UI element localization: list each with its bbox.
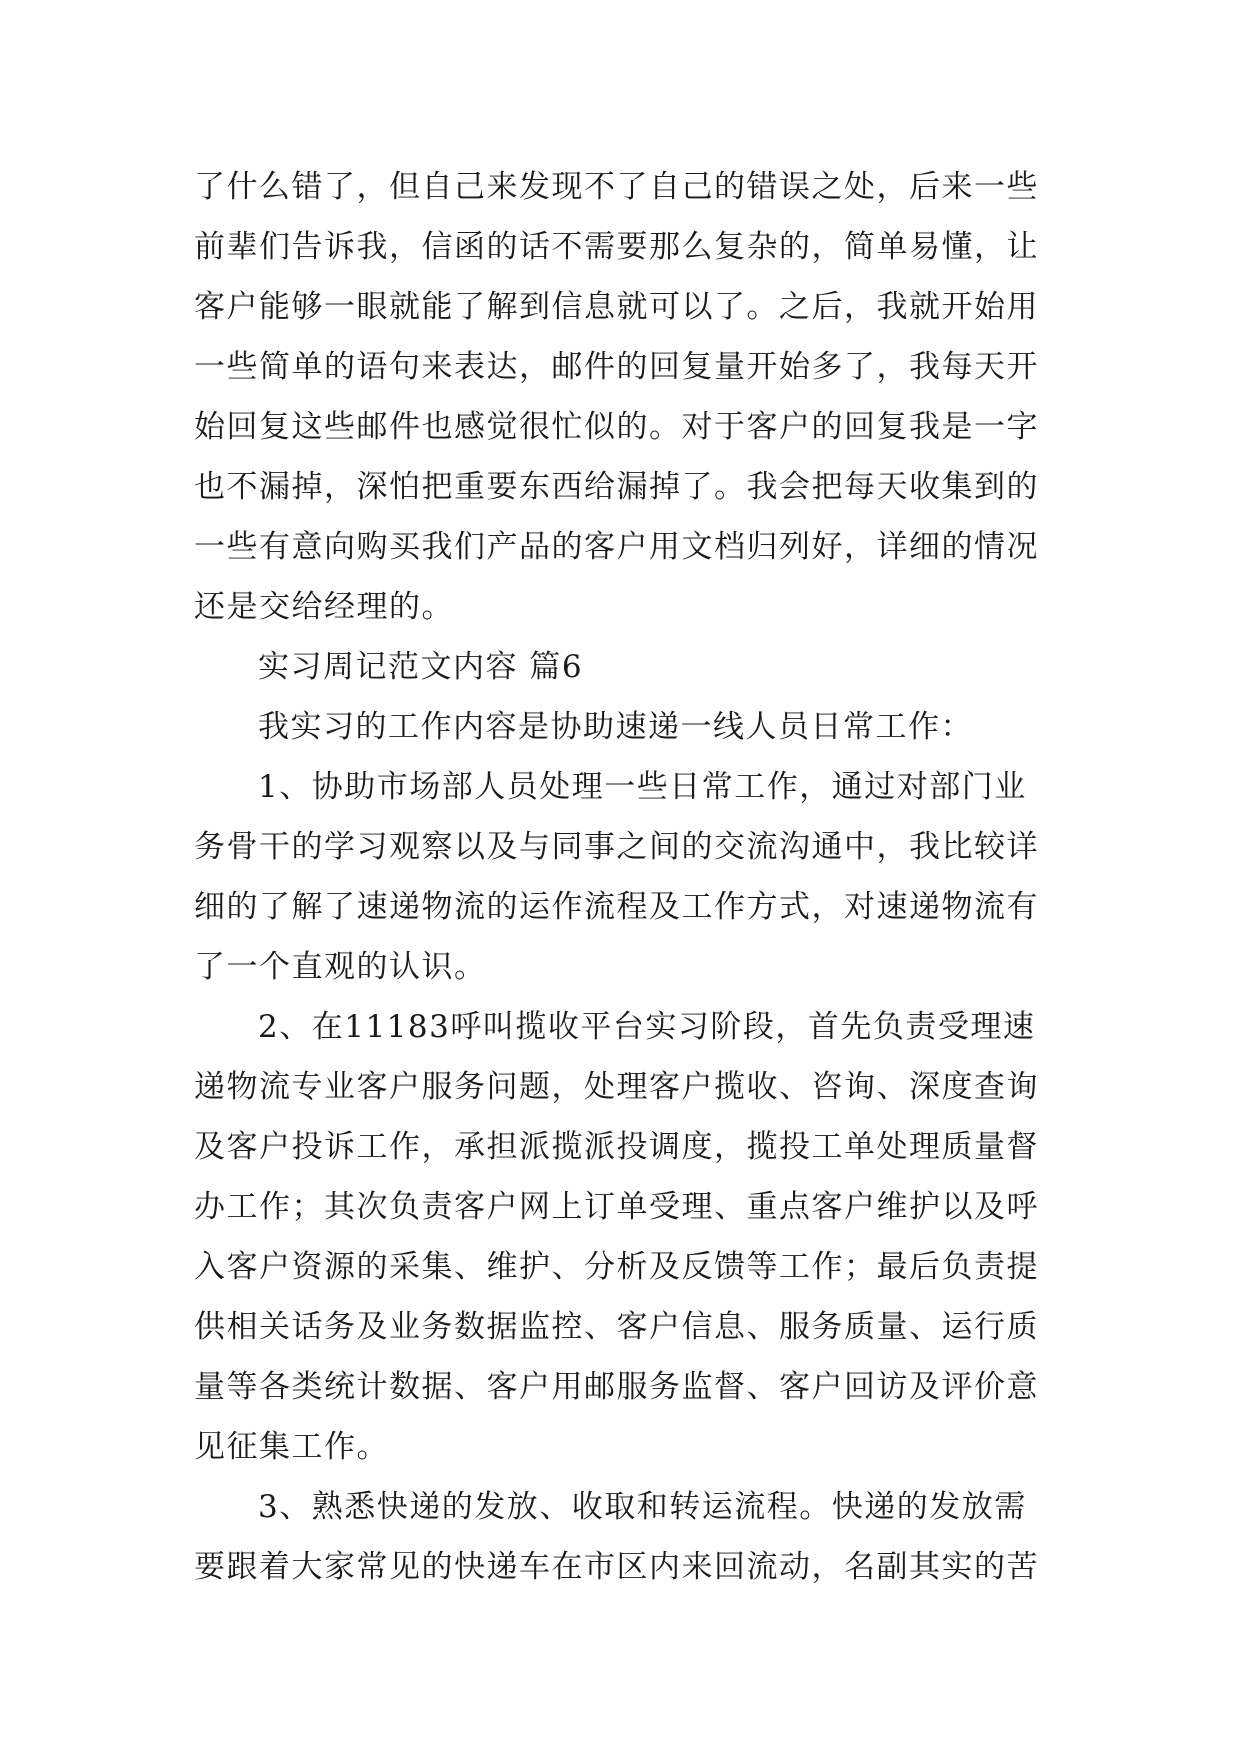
paragraph-line: 了什么错了，但自己来发现不了自己的错误之处，后来一些	[194, 169, 1039, 205]
paragraph-line: 递物流专业客户服务问题，处理客户揽收、咨询、深度查询	[194, 1069, 1039, 1105]
paragraph-line: 我实习的工作内容是协助速递一线人员日常工作：	[258, 709, 973, 745]
paragraph-line: 要跟着大家常见的快递车在市区内来回流动，名副其实的苦	[194, 1549, 1039, 1585]
paragraph-line: 一些简单的语句来表达，邮件的回复量开始多了，我每天开	[194, 349, 1039, 385]
paragraph-line: 见征集工作。	[194, 1429, 389, 1465]
paragraph-line: 及客户投诉工作，承担派揽派投调度，揽投工单处理质量督	[194, 1129, 1039, 1165]
paragraph-line: 前辈们告诉我，信函的话不需要那么复杂的，简单易懂，让	[194, 229, 1039, 265]
paragraph-line: 供相关话务及业务数据监控、客户信息、服务质量、运行质	[194, 1309, 1039, 1345]
paragraph-line: 细的了解了速递物流的运作流程及工作方式，对速递物流有	[194, 889, 1039, 925]
paragraph-line: 了一个直观的认识。	[194, 949, 487, 985]
paragraph-line: 客户能够一眼就能了解到信息就可以了。之后，我就开始用	[194, 289, 1039, 325]
paragraph-line: 1、协助市场部人员处理一些日常工作，通过对部门业	[258, 769, 1027, 805]
paragraph-line: 务骨干的学习观察以及与同事之间的交流沟通中，我比较详	[194, 829, 1039, 865]
paragraph-line: 量等各类统计数据、客户用邮服务监督、客户回访及评价意	[194, 1369, 1039, 1405]
paragraph-line: 办工作；其次负责客户网上订单受理、重点客户维护以及呼	[194, 1189, 1039, 1225]
paragraph-line: 也不漏掉，深怕把重要东西给漏掉了。我会把每天收集到的	[194, 469, 1039, 505]
paragraph-line: 入客户资源的采集、维护、分析及反馈等工作；最后负责提	[194, 1249, 1039, 1285]
paragraph-line: 还是交给经理的。	[194, 589, 454, 625]
paragraph-line: 一些有意向购买我们产品的客户用文档归列好，详细的情况	[194, 529, 1039, 565]
paragraph-line: 3、熟悉快递的发放、收取和转运流程。快递的发放需	[258, 1489, 1027, 1525]
paragraph-line: 始回复这些邮件也感觉很忙似的。对于客户的回复我是一字	[194, 409, 1039, 445]
section-heading: 实习周记范文内容 篇6	[258, 649, 584, 685]
body-text	[194, 157, 1064, 1597]
paragraph-line: 2、在11183呼叫揽收平台实习阶段，首先负责受理速	[258, 1009, 1036, 1045]
